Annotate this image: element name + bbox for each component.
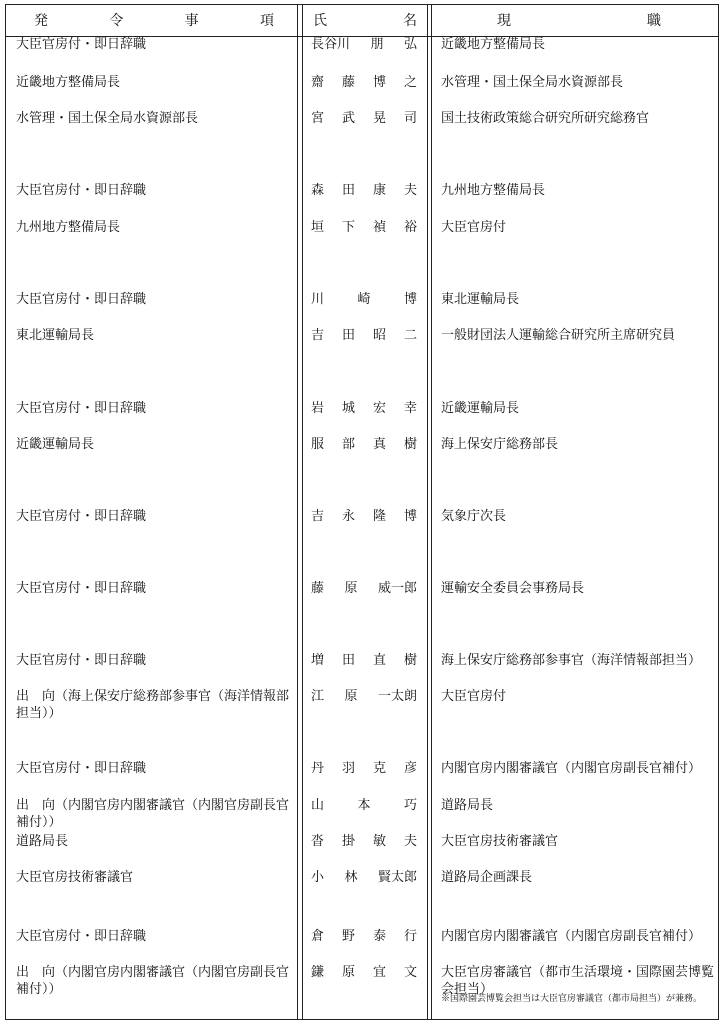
row-item: 大臣官房付・即日辞職 bbox=[16, 37, 147, 52]
name-part: 服 bbox=[311, 437, 325, 452]
name-part: 田 bbox=[341, 183, 355, 198]
name-part: 城 bbox=[341, 401, 355, 416]
header-char: 氏 bbox=[313, 13, 327, 29]
row-current: 海上保安庁総務部長 bbox=[441, 437, 559, 452]
name-part: 武 bbox=[341, 111, 355, 126]
header-char: 職 bbox=[647, 13, 661, 29]
name-part: 羽 bbox=[341, 761, 355, 776]
name-part: 真 bbox=[372, 437, 386, 452]
row-current: 海上保安庁総務部参事官（海洋情報部担当） bbox=[441, 653, 702, 668]
name-part: 威一郎 bbox=[377, 581, 417, 596]
name-part: 晃 bbox=[372, 111, 386, 126]
row-item: 大臣官房付・即日辞職 bbox=[16, 653, 147, 668]
row-current: 東北運輸局長 bbox=[441, 292, 520, 307]
name-part: 弘 bbox=[403, 37, 417, 52]
row-item: 大臣官房付・即日辞職 bbox=[16, 183, 147, 198]
column-divider bbox=[302, 4, 303, 1020]
name-part: 藤 bbox=[341, 75, 355, 90]
row-current: 大臣官房技術審議官 bbox=[441, 834, 559, 849]
name-part: 森 bbox=[311, 183, 325, 198]
row-item: 大臣官房技術審議官 bbox=[16, 870, 134, 885]
name-part: 掛 bbox=[341, 834, 355, 849]
name-part: 下 bbox=[341, 220, 355, 235]
row-name bbox=[311, 327, 417, 344]
name-part: 増 bbox=[311, 653, 325, 668]
row-item: 大臣官房付・即日辞職 bbox=[16, 292, 147, 307]
row-current: 一般財団法人運輸総合研究所主席研究員 bbox=[441, 328, 676, 343]
name-part: 夫 bbox=[403, 834, 417, 849]
row-name bbox=[311, 688, 417, 705]
row-name bbox=[311, 964, 417, 981]
row-current: 近畿地方整備局長 bbox=[441, 37, 546, 52]
name-part: 齋 bbox=[311, 75, 325, 90]
name-part: 之 bbox=[403, 75, 417, 90]
row-item: 近畿運輸局長 bbox=[16, 437, 95, 452]
name-part: 丹 bbox=[311, 761, 325, 776]
header-item bbox=[34, 8, 274, 32]
row-item: 出 向（内閣官房内閣審議官（内閣官房副長官補付）） bbox=[16, 798, 290, 830]
name-part: 藤 bbox=[311, 581, 325, 596]
row-current: 内閣官房内閣審議官（内閣官房副長官補付） bbox=[441, 761, 702, 776]
row-current: 気象庁次長 bbox=[441, 509, 507, 524]
name-part: 博 bbox=[372, 75, 386, 90]
row-name bbox=[311, 36, 417, 53]
name-part: 永 bbox=[341, 509, 355, 524]
header-char: 現 bbox=[497, 13, 511, 29]
name-part: 博 bbox=[403, 292, 417, 307]
name-part: 二 bbox=[403, 328, 417, 343]
name-part: 長谷川 bbox=[311, 37, 351, 52]
name-part: 一太朗 bbox=[377, 689, 417, 704]
header-char: 項 bbox=[259, 13, 274, 29]
row-current: 道路局長 bbox=[441, 798, 494, 813]
name-part: 泰 bbox=[372, 929, 386, 944]
name-part: 吉 bbox=[311, 509, 325, 524]
name-part: 倉 bbox=[311, 929, 325, 944]
row-item: 大臣官房付・即日辞職 bbox=[16, 761, 147, 776]
row-current: 運輸安全委員会事務局長 bbox=[441, 581, 585, 596]
name-part: 宏 bbox=[372, 401, 386, 416]
name-part: 裕 bbox=[403, 220, 417, 235]
row-name bbox=[311, 833, 417, 850]
row-current: 大臣官房審議官（都市生活環境・国際園芸博覧会担当） bbox=[441, 965, 715, 997]
row-current: 大臣官房付 bbox=[441, 220, 507, 235]
row-name bbox=[311, 219, 417, 236]
row-item: 道路局長 bbox=[16, 834, 69, 849]
row-current: 道路局企画課長 bbox=[441, 870, 533, 885]
name-part: 樹 bbox=[403, 437, 417, 452]
name-part: 小 bbox=[311, 870, 325, 885]
column-divider bbox=[297, 4, 298, 1020]
name-part: 博 bbox=[403, 509, 417, 524]
name-part: 彦 bbox=[403, 761, 417, 776]
row-item: 近畿地方整備局長 bbox=[16, 75, 121, 90]
name-part: 原 bbox=[344, 581, 358, 596]
name-part: 田 bbox=[341, 653, 355, 668]
column-divider bbox=[427, 4, 428, 1020]
name-part: 本 bbox=[357, 798, 371, 813]
row-item: 出 向（内閣官房内閣審議官（内閣官房副長官補付）） bbox=[16, 965, 290, 997]
row-item: 大臣官房付・即日辞職 bbox=[16, 509, 147, 524]
name-part: 部 bbox=[341, 437, 355, 452]
row-name bbox=[311, 74, 417, 91]
name-part: 巧 bbox=[403, 798, 417, 813]
name-part: 垣 bbox=[311, 220, 325, 235]
name-part: 司 bbox=[403, 111, 417, 126]
header-char: 令 bbox=[109, 13, 124, 29]
row-current: 近畿運輸局長 bbox=[441, 401, 520, 416]
name-part: 野 bbox=[341, 929, 355, 944]
header-char: 発 bbox=[34, 13, 48, 29]
row-item: 水管理・国土保全局水資源部長 bbox=[16, 111, 199, 126]
row-name bbox=[311, 110, 417, 127]
name-part: 原 bbox=[344, 689, 358, 704]
name-part: 岩 bbox=[311, 401, 325, 416]
name-part: 崎 bbox=[357, 292, 371, 307]
name-part: 川 bbox=[311, 292, 325, 307]
row-current: 内閣官房内閣審議官（内閣官房副長官補付） bbox=[441, 929, 702, 944]
name-part: 康 bbox=[372, 183, 386, 198]
name-part: 田 bbox=[341, 328, 355, 343]
header-char: 名 bbox=[403, 13, 417, 29]
row-name bbox=[311, 797, 417, 814]
row-name bbox=[311, 580, 417, 597]
header-char: 事 bbox=[184, 13, 199, 29]
row-name bbox=[311, 928, 417, 945]
header-current bbox=[497, 8, 661, 32]
row-item: 出 向（海上保安庁総務部参事官（海洋情報部担当）） bbox=[16, 689, 290, 721]
footnote: ※国際園芸博覧会担当は大臣官房審議官（都市局担当）が兼務。 bbox=[441, 994, 703, 1004]
row-current: 大臣官房付 bbox=[441, 689, 507, 704]
name-part: 直 bbox=[372, 653, 386, 668]
row-name bbox=[311, 291, 417, 308]
row-current: 九州地方整備局長 bbox=[441, 183, 546, 198]
row-name bbox=[311, 436, 417, 453]
row-name bbox=[311, 869, 417, 886]
column-divider bbox=[431, 4, 432, 1020]
name-part: 宜 bbox=[372, 965, 386, 980]
name-part: 夫 bbox=[403, 183, 417, 198]
name-part: 原 bbox=[341, 965, 355, 980]
name-part: 江 bbox=[311, 689, 325, 704]
header-name bbox=[313, 8, 417, 32]
row-name bbox=[311, 400, 417, 417]
name-part: 朋 bbox=[370, 37, 384, 52]
name-part: 樹 bbox=[403, 653, 417, 668]
row-item: 大臣官房付・即日辞職 bbox=[16, 929, 147, 944]
name-part: 賢太郎 bbox=[377, 870, 417, 885]
name-part: 隆 bbox=[372, 509, 386, 524]
name-part: 幸 bbox=[403, 401, 417, 416]
row-item: 大臣官房付・即日辞職 bbox=[16, 401, 147, 416]
name-part: 沓 bbox=[311, 834, 325, 849]
row-name bbox=[311, 508, 417, 525]
row-current: 国土技術政策総合研究所研究総務官 bbox=[441, 111, 650, 126]
row-item: 大臣官房付・即日辞職 bbox=[16, 581, 147, 596]
name-part: 敏 bbox=[372, 834, 386, 849]
name-part: 禎 bbox=[372, 220, 386, 235]
row-item: 九州地方整備局長 bbox=[16, 220, 121, 235]
name-part: 吉 bbox=[311, 328, 325, 343]
name-part: 林 bbox=[344, 870, 358, 885]
row-item: 東北運輸局長 bbox=[16, 328, 95, 343]
name-part: 鎌 bbox=[311, 965, 325, 980]
name-part: 克 bbox=[372, 761, 386, 776]
row-current: 水管理・国土保全局水資源部長 bbox=[441, 75, 624, 90]
name-part: 文 bbox=[403, 965, 417, 980]
name-part: 行 bbox=[403, 929, 417, 944]
row-name bbox=[311, 652, 417, 669]
name-part: 宮 bbox=[311, 111, 325, 126]
name-part: 昭 bbox=[372, 328, 386, 343]
row-name bbox=[311, 760, 417, 777]
name-part: 山 bbox=[311, 798, 325, 813]
row-name bbox=[311, 182, 417, 199]
